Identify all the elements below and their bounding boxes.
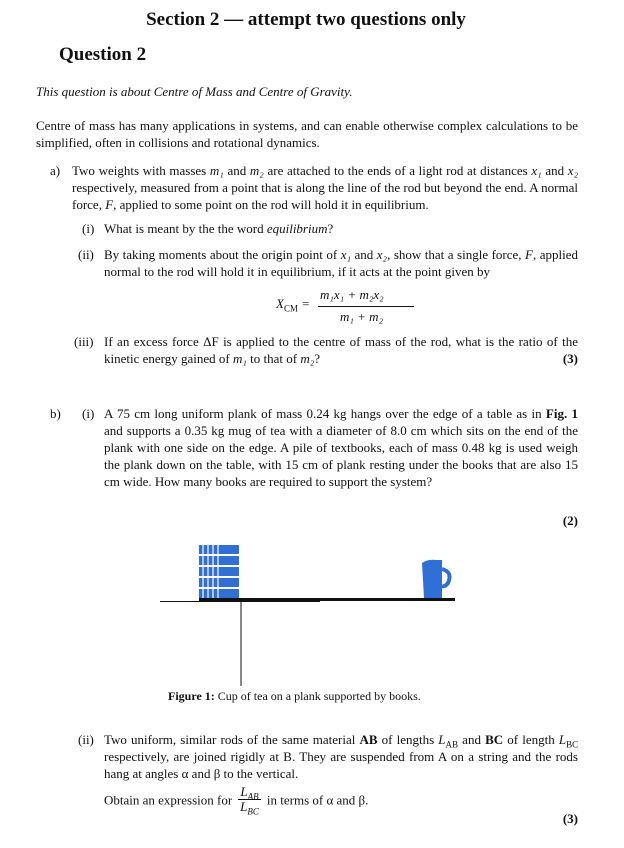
book-3 [199,567,239,576]
equation-numerator: m₁x₁ + m₂x₂ [320,287,384,302]
part-b-i-text: A 75 cm long uniform plank of mass 0.24 kg hangs over the edge of a table as in Fig. 1 and supports a 0.35 kg mug of tea with a diameter of 8.0 cm which sits on the end of the plank with one side on the edge. A pile of textbooks, each of mass 0.48 kg is used weigh the plank down on the table, with 15 cm of plank resting under the books that are also 15 cm wide. How many books are required to support the system? [104,406,579,489]
part-a-label: a) [50,163,61,178]
question-title: Question 2 [59,44,147,65]
centre-of-mass-equation [268,289,418,329]
book-5 [199,589,239,598]
part-a-i-text: What is meant by the the word equilibrium? [104,221,334,236]
plank [199,598,455,601]
part-b-i-marks: (2) [562,513,578,528]
part-a-iii-text: If an excess force ΔF is applied to the centre of mass of the rod, what is the ratio of the kinetic energy gained of m₁ to that of m₂? [104,334,578,366]
part-a-ii-label: (ii) [78,247,94,262]
part-b-ii-text: Two uniform, similar rods of the same material AB of lengths $L_{AB}$ and BC of length $L_{BC}$ respectively, are joined rigidly at B. They are suspended from A on a string and the rods hang at angles α and β to the vertical. [104,732,579,781]
book-2 [199,556,239,565]
fraction-bar [318,306,414,307]
part-b-i-label: (i) [82,406,95,421]
length-ratio-fraction: $\frac{L_{AB}}{L_{BC}}$ [240,784,259,817]
part-a-marks: (3) [562,351,578,366]
mug-icon [422,560,450,598]
book-4 [199,578,239,587]
part-a-text: Two weights with masses m₁ and m₂ are attached to the ends of a light rod at distances x₁ and x₂ respectively, measured from a point that is along the line of the rod but beyond the end. A normal force, F, applied to some point on the rod will hold it in equilibrium. [72,163,579,212]
figure-plank-diagram [150,536,470,696]
equation-denominator: m₁ + m₂ [340,309,384,324]
intro-paragraph: Centre of mass has many applications in systems, and can enable otherwise complex calculations to be simplified, often in collisions and rotational dynamics. [36,118,578,150]
part-a-i-label: (i) [82,221,95,236]
part-a-iii-label: (iii) [74,334,94,349]
part-b-ii-label: (ii) [78,732,94,747]
intro-text: This question is about Centre of Mass and Centre of Gravity. [36,84,353,99]
part-b-ii-expression: Obtain an expression for $\frac{L_{AB}}{L_{BC}}$ in terms of α and β. [104,784,369,817]
figure-caption: Figure 1: Cup of tea on a plank supported by books. [168,689,421,703]
part-b-ii-marks: (3) [562,811,578,826]
section-title: Section 2 — attempt two questions only [146,9,466,30]
equation-lhs: $X_{CM}$ = [276,296,310,314]
part-a-ii-text: By taking moments about the origin point of x₁ and x₂, show that a single force, F, applied normal to the rod will hold it in equilibrium, if it acts at the point given by [104,247,579,279]
book-1 [199,545,239,554]
part-b-label: b) [50,406,61,421]
book-stack [199,545,239,598]
